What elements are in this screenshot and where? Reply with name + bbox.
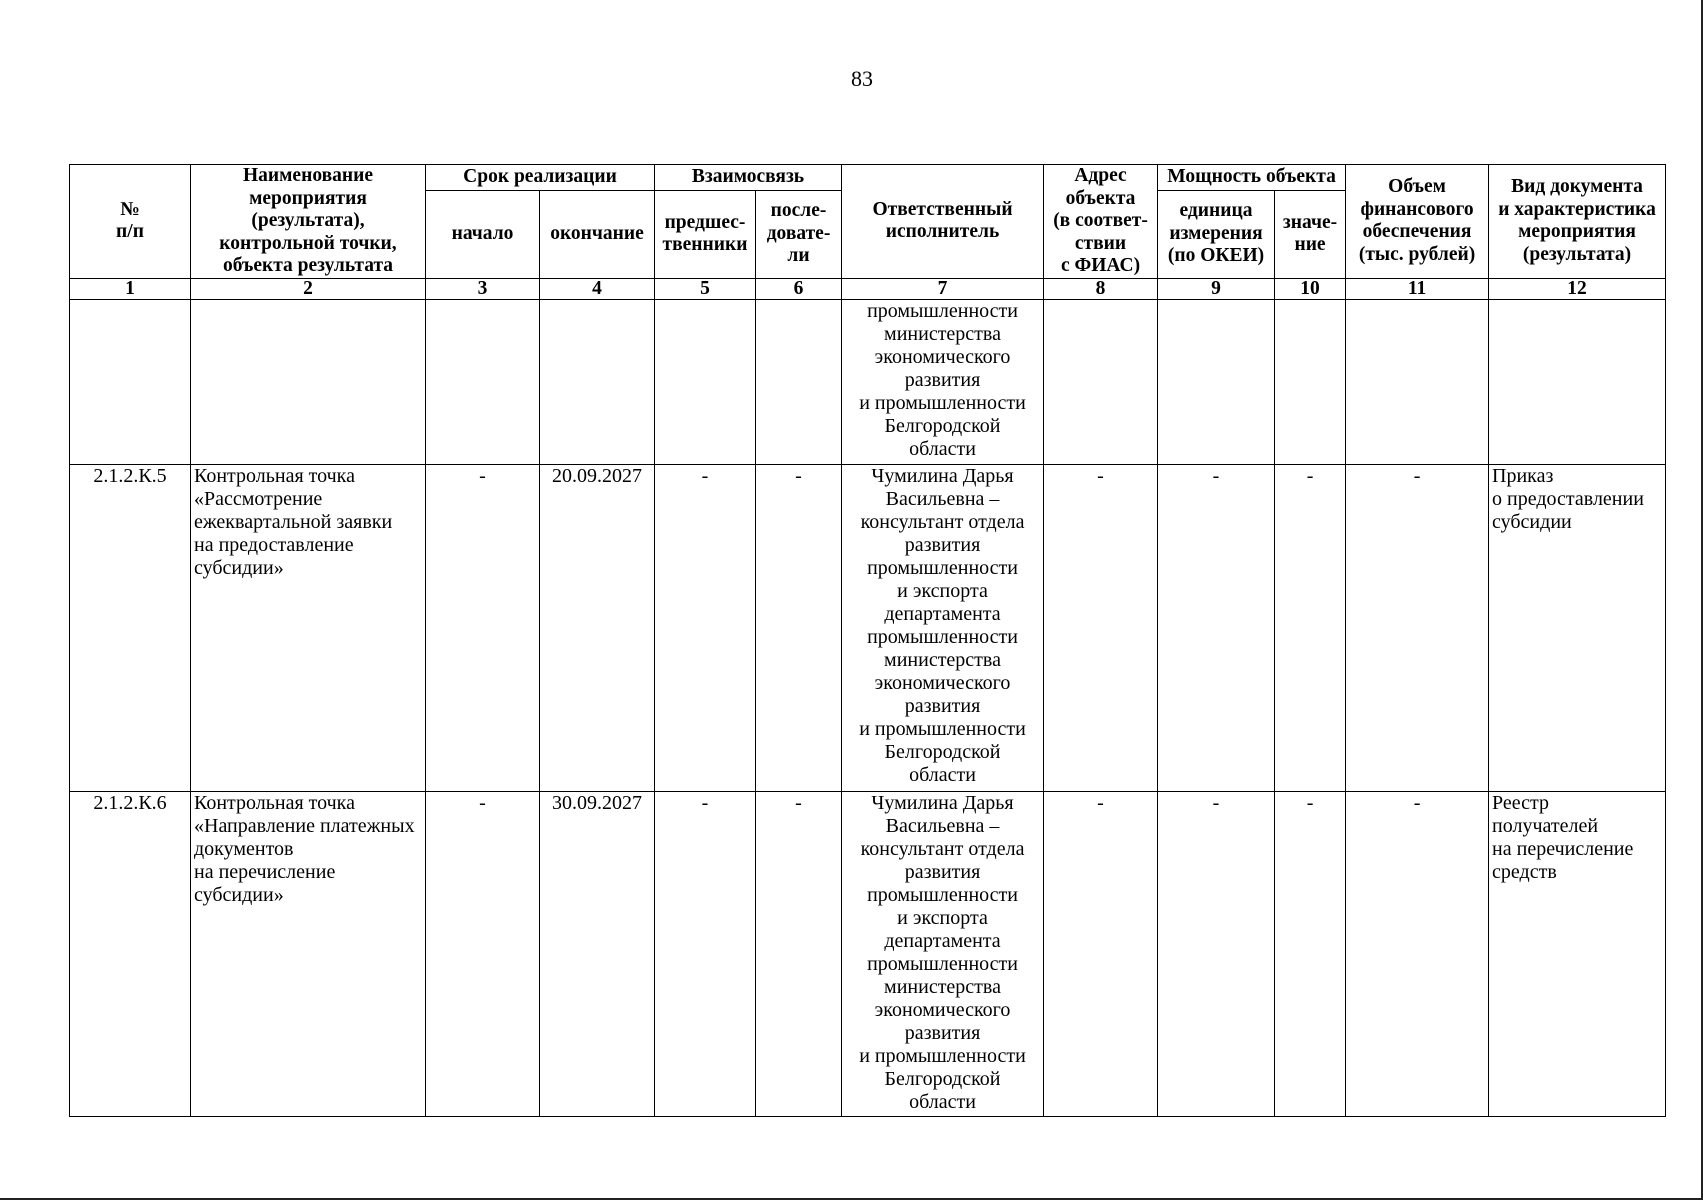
row-next: - bbox=[756, 791, 842, 1116]
column-number: 2 bbox=[191, 278, 426, 299]
header-capacity-value: значе- ние bbox=[1275, 190, 1346, 278]
row-num: 2.1.2.К.6 bbox=[70, 791, 191, 1116]
continuation-row bbox=[70, 299, 1666, 464]
row-finance: - bbox=[1346, 464, 1489, 791]
row-end: 20.09.2027 bbox=[540, 464, 655, 791]
column-number: 12 bbox=[1489, 278, 1666, 299]
row-name: Контрольная точка «Направление платежных документов на перечисление субсидии» bbox=[191, 791, 426, 1116]
column-number: 6 bbox=[756, 278, 842, 299]
header-term: Срок реализации bbox=[426, 165, 655, 191]
row-responsible: Чумилина Дарья Васильевна – консультант отдела развития промышленности и экспорта департамента промышленности министерства экономического развития и промышленности Белгородской области bbox=[842, 791, 1044, 1116]
row-finance: - bbox=[1346, 791, 1489, 1116]
page-number: 83 bbox=[851, 66, 873, 91]
row-unit: - bbox=[1158, 464, 1275, 791]
header-num: № п/п bbox=[70, 165, 191, 279]
header-capacity-unit: единица измерения (по ОКЕИ) bbox=[1158, 190, 1275, 278]
continuation-responsible: промышленности министерства экономического развития и промышленности Белгородской области bbox=[842, 299, 1044, 464]
column-number: 4 bbox=[540, 278, 655, 299]
column-number-row bbox=[70, 278, 1666, 299]
header-name: Наименование мероприятия (результата), контрольной точки, объекта результата bbox=[191, 165, 426, 279]
row-start: - bbox=[426, 791, 540, 1116]
header-row-1 bbox=[70, 165, 1666, 191]
column-number: 8 bbox=[1044, 278, 1158, 299]
header-link: Взаимосвязь bbox=[655, 165, 842, 191]
row-end: 30.09.2027 bbox=[540, 791, 655, 1116]
row-address: - bbox=[1044, 464, 1158, 791]
table-row bbox=[70, 791, 1666, 1116]
column-number: 11 bbox=[1346, 278, 1489, 299]
header-responsible: Ответственный исполнитель bbox=[842, 165, 1044, 279]
row-doc: Приказ о предоставлении субсидии bbox=[1489, 464, 1666, 791]
row-unit: - bbox=[1158, 791, 1275, 1116]
column-number: 10 bbox=[1275, 278, 1346, 299]
header-link-prev: предшес- твенники bbox=[655, 190, 756, 278]
row-name: Контрольная точка «Рассмотрение ежеквартальной заявки на предоставление субсидии» bbox=[191, 464, 426, 791]
row-responsible: Чумилина Дарья Васильевна – консультант отдела развития промышленности и экспорта департамента промышленности министерства экономического развития и промышленности Белгородской области bbox=[842, 464, 1044, 791]
row-prev: - bbox=[655, 464, 756, 791]
header-finance: Объем финансового обеспечения (тыс. рублей) bbox=[1346, 165, 1489, 279]
header-doc-type: Вид документа и характеристика мероприятия (результата) bbox=[1489, 165, 1666, 279]
row-num: 2.1.2.К.5 bbox=[70, 464, 191, 791]
row-prev: - bbox=[655, 791, 756, 1116]
row-doc: Реестр получателей на перечисление средств bbox=[1489, 791, 1666, 1116]
row-value: - bbox=[1275, 791, 1346, 1116]
row-start: - bbox=[426, 464, 540, 791]
header-term-start: начало bbox=[426, 190, 540, 278]
row-address: - bbox=[1044, 791, 1158, 1116]
header-link-next: после- довате- ли bbox=[756, 190, 842, 278]
header-term-end: окончание bbox=[540, 190, 655, 278]
row-next: - bbox=[756, 464, 842, 791]
column-number: 1 bbox=[70, 278, 191, 299]
plan-table bbox=[69, 164, 1666, 1117]
column-number: 3 bbox=[426, 278, 540, 299]
header-capacity: Мощность объекта bbox=[1158, 165, 1346, 191]
row-value: - bbox=[1275, 464, 1346, 791]
column-number: 5 bbox=[655, 278, 756, 299]
column-number: 9 bbox=[1158, 278, 1275, 299]
table-row bbox=[70, 464, 1666, 791]
column-number: 7 bbox=[842, 278, 1044, 299]
header-address: Адрес объекта (в соответ- ствии с ФИАС) bbox=[1044, 165, 1158, 279]
